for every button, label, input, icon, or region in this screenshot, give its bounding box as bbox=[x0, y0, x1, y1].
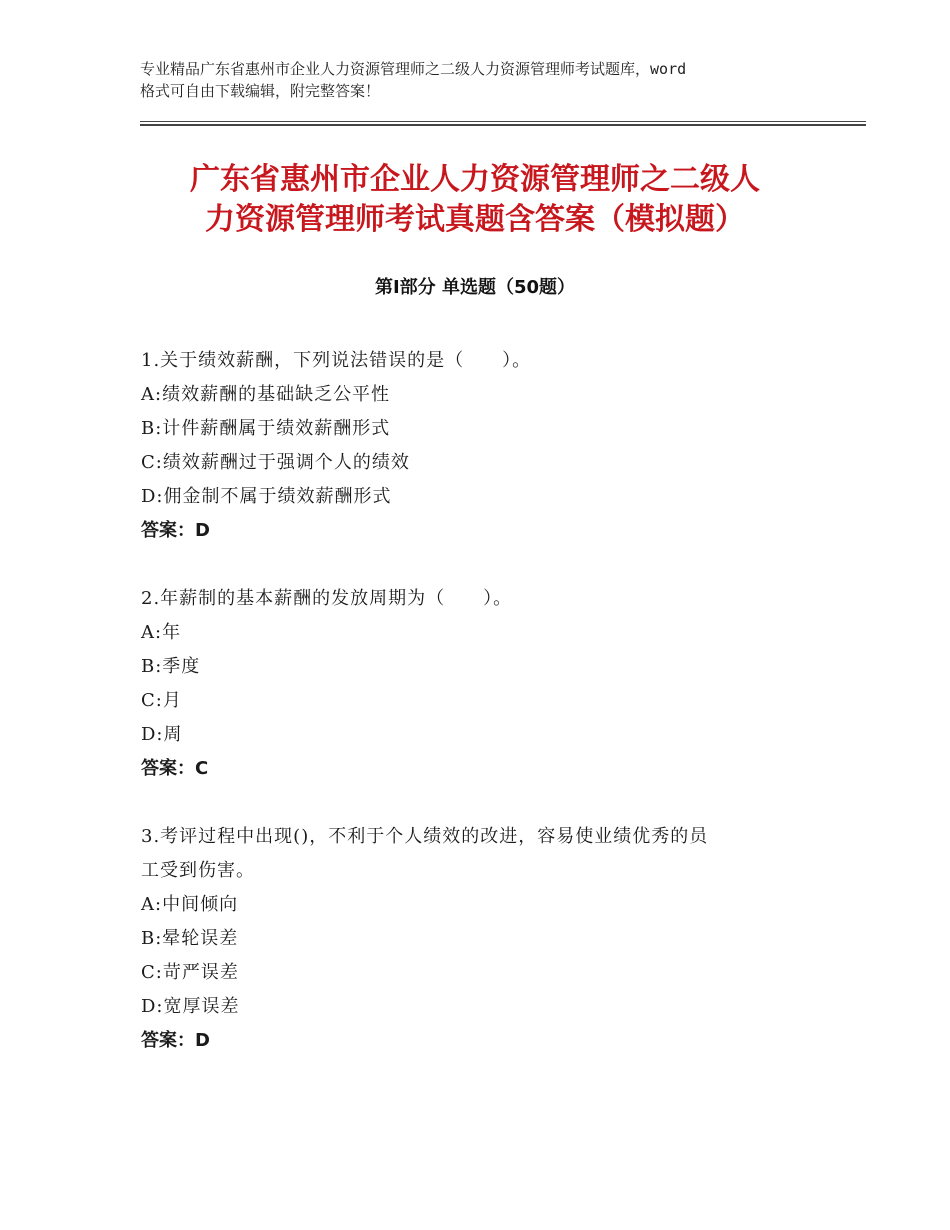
header-note-line-1: 专业精品广东省惠州市企业人力资源管理师之二级人力资源管理师考试题库，word bbox=[140, 60, 687, 78]
header-divider-thin bbox=[140, 121, 866, 122]
option-d: D:佣金制不属于绩效薪酬形式 bbox=[141, 486, 392, 507]
document-title bbox=[140, 160, 810, 240]
question-1 bbox=[141, 344, 821, 548]
section-heading: 第Ⅰ部分 单选题（50题） bbox=[374, 277, 575, 298]
answer-label: 答案：D bbox=[141, 1030, 210, 1051]
question-2 bbox=[141, 582, 821, 786]
option-a: A:绩效薪酬的基础缺乏公平性 bbox=[141, 384, 391, 405]
option-d: D:周 bbox=[141, 724, 183, 745]
answer-label: 答案：C bbox=[141, 758, 209, 779]
option-c: C:月 bbox=[141, 690, 182, 711]
answer-label: 答案：D bbox=[141, 520, 210, 541]
document-title-line-2: 力资源管理师考试真题含答案（模拟题） bbox=[205, 202, 745, 237]
option-b: B:季度 bbox=[141, 656, 201, 677]
header-note-line-2: 格式可自由下载编辑，附完整答案！ bbox=[140, 82, 381, 100]
header-divider-thick bbox=[140, 124, 866, 126]
question-stem: 1.关于绩效薪酬，下列说法错误的是（ ）。 bbox=[141, 350, 532, 371]
option-b: B:计件薪酬属于绩效薪酬形式 bbox=[141, 418, 391, 439]
option-a: A:年 bbox=[141, 622, 182, 643]
option-a: A:中间倾向 bbox=[141, 894, 239, 915]
question-3 bbox=[141, 820, 821, 1058]
option-d: D:宽厚误差 bbox=[141, 996, 240, 1017]
question-list bbox=[141, 344, 821, 1092]
question-stem: 2.年薪制的基本薪酬的发放周期为（ ）。 bbox=[141, 588, 513, 609]
question-stem-continued: 工受到伤害。 bbox=[141, 860, 255, 881]
option-c: C:绩效薪酬过于强调个人的绩效 bbox=[141, 452, 410, 473]
document-title-line-1: 广东省惠州市企业人力资源管理师之二级人 bbox=[190, 162, 760, 197]
option-b: B:晕轮误差 bbox=[141, 928, 239, 949]
option-c: C:苛严误差 bbox=[141, 962, 239, 983]
question-stem: 3.考评过程中出现()，不利于个人绩效的改进，容易使业绩优秀的员 bbox=[141, 826, 709, 847]
header-note bbox=[140, 58, 830, 102]
